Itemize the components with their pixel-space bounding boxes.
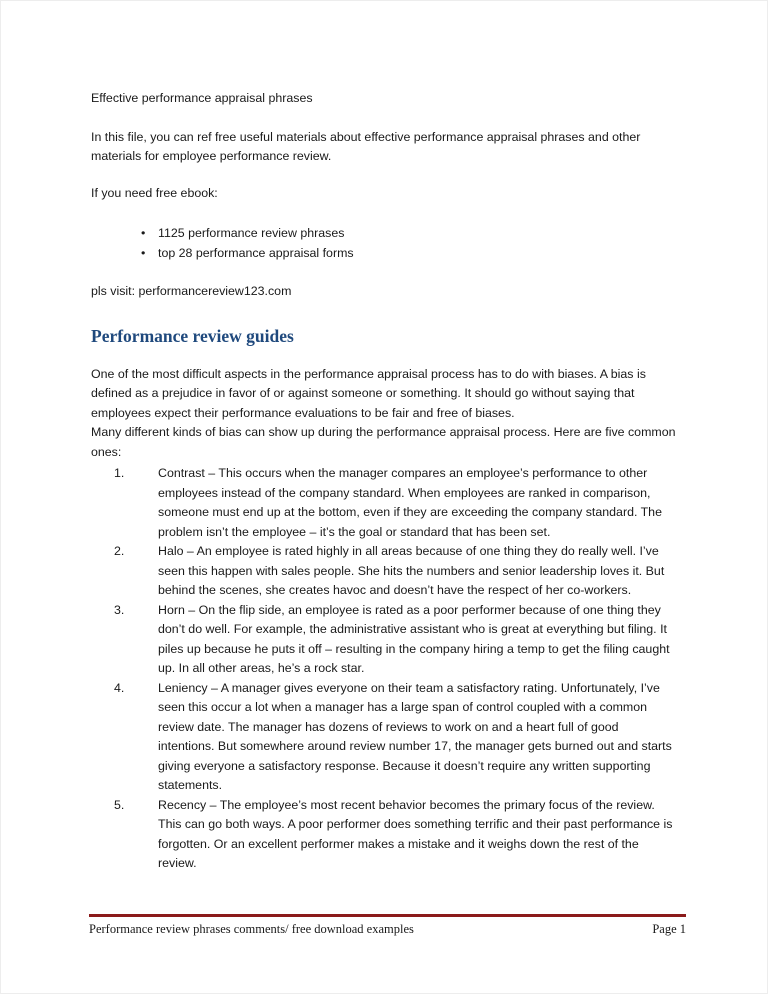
page-number: Page 1 — [652, 922, 686, 936]
ebook-prompt: If you need free ebook: — [91, 185, 218, 200]
bullet-text: 1125 performance review phrases — [158, 226, 345, 240]
item-number: 2. — [114, 544, 125, 558]
item-number: 4. — [114, 680, 125, 695]
item-number: 5. — [114, 797, 125, 812]
document-content — [1, 1, 767, 874]
item-number: 3. — [114, 602, 125, 617]
bullet-item — [91, 244, 677, 264]
intro-paragraph: In this file, you can ref free useful materials about effective performance appraisal phrases and other materials for employee performance review. — [91, 129, 641, 163]
bullet-item — [91, 224, 677, 244]
item-text: Contrast – This occurs when the manager compares an employee’s performance to other employees instead of the company standard. When employees are ranked in comparison, someone must end up at the bottom, even if they are exceeding the company standard. The problem isn’t the employee – it’s the goal or standard that has been set. — [158, 466, 662, 539]
footer-row — [89, 921, 686, 937]
footer-rule — [89, 914, 686, 917]
item-number: 1. — [114, 466, 125, 480]
page-footer — [89, 914, 686, 937]
bullet-text: top 28 performance appraisal forms — [158, 245, 354, 260]
list-item — [114, 542, 677, 601]
item-text: Recency – The employee’s most recent behavior becomes the primary focus of the review. This can go both ways. A poor performer does something terrific and their past performance is forgotten. Or an excellent performer makes a mistake and it weighs down the rest of the review. — [158, 797, 673, 870]
item-text: Leniency – A manager gives everyone on their team a satisfactory rating. Unfortunately, I’ve seen this occur a lot when a manager has a large span of control coupled with a common review date. The manager has dozens of reviews to work on and a heart full of good intentions. But somewhere around review number 17, the manager gets burned out and starts giving everyone a satisfactory response. Because it doesn’t require any written supporting statements. — [158, 680, 672, 792]
list-item — [114, 601, 677, 679]
body-paragraph-2: Many different kinds of bias can show up during the performance appraisal process. Here are five common ones: — [91, 425, 676, 459]
body-paragraph-1: One of the most difficult aspects in the performance appraisal process has to do with biases. A bias is defined as a prejudice in favor of or against someone or something. It should go without saying that employees expect their performance evaluations to be fair and free of biases. — [91, 366, 646, 420]
document-title: Effective performance appraisal phrases — [91, 91, 313, 105]
list-item — [114, 796, 677, 874]
item-text: Horn – On the flip side, an employee is rated as a poor performer because of one thing they don’t do well. For example, the administrative assistant who is great at everything but filing. It piles up because he puts it off – resulting in the company hiring a temp to get the filing caught up. In all other areas, he’s a rock star. — [158, 602, 670, 675]
list-item — [114, 464, 677, 542]
visit-line: pls visit: performancereview123.com — [91, 284, 292, 298]
footer-title: Performance review phrases comments/ free download examples — [89, 922, 414, 936]
bullet-icon — [141, 244, 158, 264]
item-text: Halo – An employee is rated highly in all areas because of one thing they do really well. I’ve seen this happen with sales people. She hits the numbers and senior leadership loves it. But behind the scenes, she creates havoc and doesn’t have the respect of her co-workers. — [158, 544, 665, 597]
list-item — [114, 679, 677, 796]
bias-numbered-list — [114, 464, 677, 874]
section-heading: Performance review guides — [91, 325, 294, 346]
bullet-icon — [141, 224, 158, 244]
ebook-bullet-list — [91, 224, 677, 263]
